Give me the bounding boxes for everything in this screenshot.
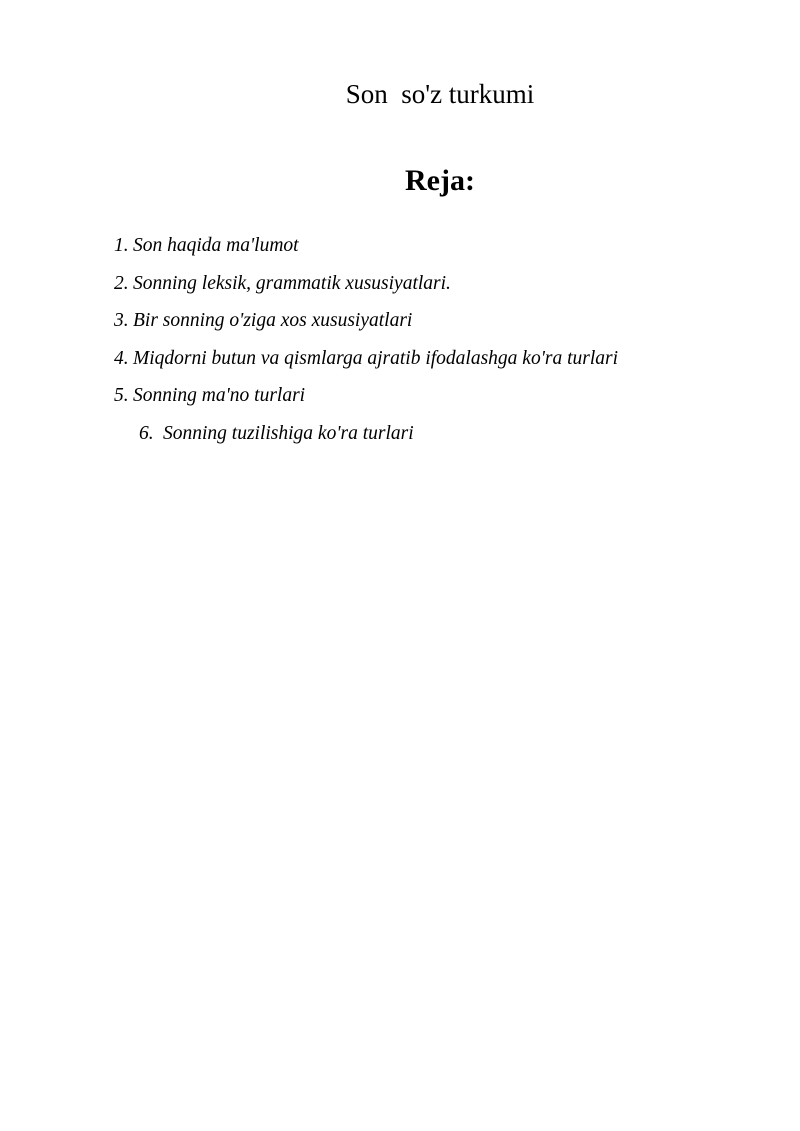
plan-list [114, 232, 754, 457]
plan-item-number: 1. [114, 235, 129, 256]
plan-item [114, 345, 754, 383]
plan-heading: Reja: [405, 164, 475, 197]
plan-item-number: 2. [114, 272, 129, 294]
plan-item [114, 382, 754, 420]
plan-item-text: Sonning leksik, grammatik xususiyatlari. [133, 272, 451, 294]
plan-item [114, 420, 754, 458]
plan-item-text: Sonning ma'no turlari [133, 385, 306, 406]
plan-item-number: 5. [114, 385, 129, 406]
plan-item-text: Son haqida ma'lumot [133, 235, 299, 256]
plan-item-text: Miqdorni butun va qismlarga ajratib ifodalashga ko'ra turlari [133, 347, 619, 369]
plan-item-number: 6. [139, 422, 154, 444]
plan-item-text: Sonning tuzilishiga ko'ra turlari [163, 422, 414, 444]
plan-item-number: 4. [114, 347, 129, 369]
plan-item-text: Bir sonning o'ziga xos xususiyatlari [133, 310, 413, 331]
plan-item [114, 232, 754, 270]
document-title: Son so'z turkumi [345, 79, 535, 109]
plan-item [114, 307, 754, 345]
plan-item [114, 270, 754, 308]
plan-item-number: 3. [114, 310, 129, 331]
